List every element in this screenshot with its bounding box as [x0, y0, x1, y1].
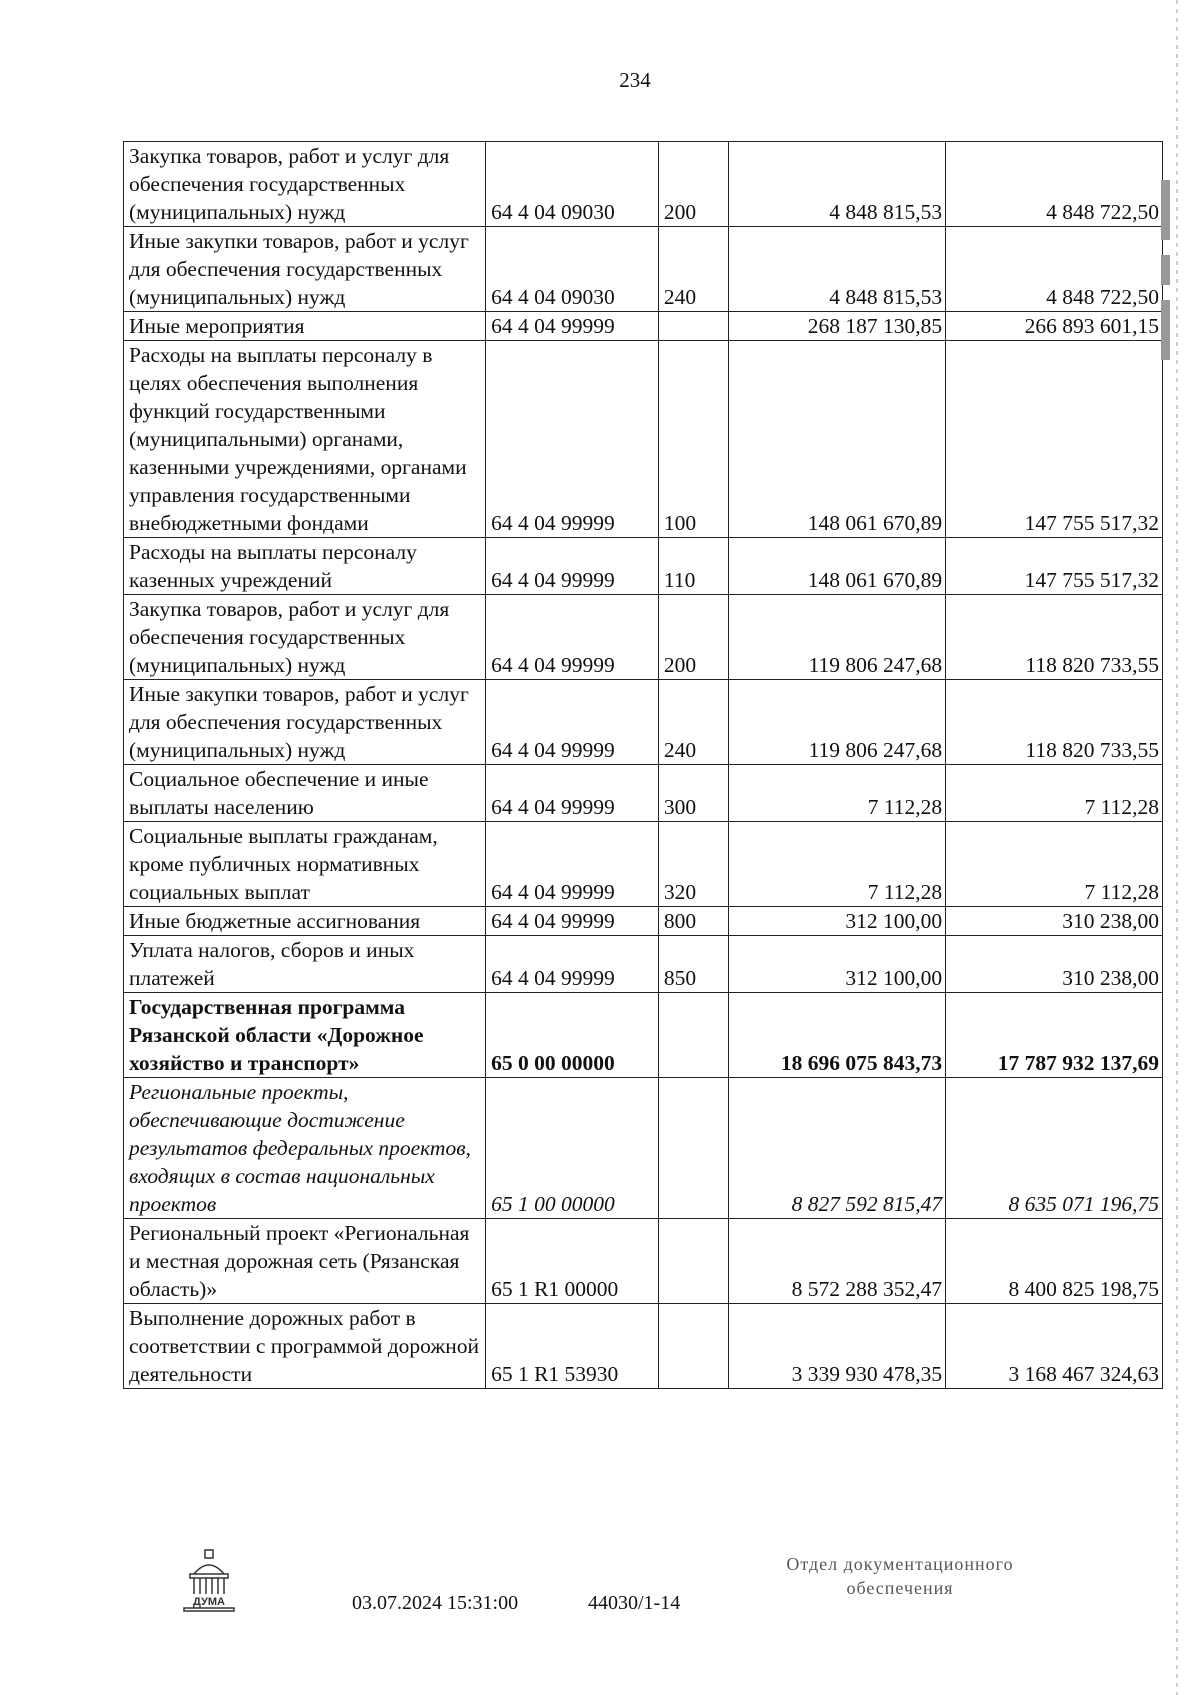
row-name-cell: Закупка товаров, работ и услуг для обеспечения государственных (муниципальных) нужд	[124, 595, 486, 680]
row-amount-1-cell: 8 572 288 352,47	[729, 1219, 946, 1304]
row-expense-type-cell: 200	[658, 142, 728, 227]
table-row	[124, 993, 1163, 1078]
table-row	[124, 936, 1163, 993]
row-amount-2-cell: 118 820 733,55	[946, 680, 1163, 765]
row-amount-2-cell: 7 112,28	[946, 765, 1163, 822]
row-amount-2-cell: 4 848 722,50	[946, 227, 1163, 312]
budget-table-body	[124, 142, 1163, 1389]
row-name-cell: Иные бюджетные ассигнования	[124, 907, 486, 936]
row-code-cell: 64 4 04 99999	[486, 312, 659, 341]
row-amount-2-cell: 7 112,28	[946, 822, 1163, 907]
duma-logo	[176, 1548, 242, 1618]
row-amount-2-cell: 310 238,00	[946, 936, 1163, 993]
row-expense-type-cell	[658, 1078, 728, 1219]
row-expense-type-cell: 110	[658, 538, 728, 595]
table-row	[124, 822, 1163, 907]
table-row	[124, 227, 1163, 312]
row-amount-1-cell: 148 061 670,89	[729, 341, 946, 538]
budget-table	[123, 141, 1163, 1389]
row-expense-type-cell	[658, 1304, 728, 1389]
row-amount-1-cell: 4 848 815,53	[729, 142, 946, 227]
scan-mark	[1161, 180, 1170, 240]
stamp-line-2: обеспечения	[846, 1578, 954, 1598]
table-row	[124, 1078, 1163, 1219]
row-amount-1-cell: 119 806 247,68	[729, 680, 946, 765]
row-expense-type-cell: 240	[658, 227, 728, 312]
row-amount-1-cell: 7 112,28	[729, 765, 946, 822]
row-code-cell: 64 4 04 99999	[486, 538, 659, 595]
row-name-cell: Государственная программа Рязанской области «Дорожное хозяйство и транспорт»	[124, 993, 486, 1078]
row-amount-1-cell: 7 112,28	[729, 822, 946, 907]
table-row	[124, 765, 1163, 822]
table-row	[124, 538, 1163, 595]
row-name-cell: Иные закупки товаров, работ и услуг для обеспечения государственных (муниципальных) нужд	[124, 680, 486, 765]
row-code-cell: 64 4 04 99999	[486, 822, 659, 907]
table-row	[124, 341, 1163, 538]
table-row	[124, 312, 1163, 341]
logo-text: ДУМА	[193, 1596, 225, 1608]
row-amount-2-cell: 147 755 517,32	[946, 341, 1163, 538]
row-name-cell: Закупка товаров, работ и услуг для обеспечения государственных (муниципальных) нужд	[124, 142, 486, 227]
row-expense-type-cell: 320	[658, 822, 728, 907]
scan-mark	[1161, 255, 1170, 285]
row-amount-2-cell: 310 238,00	[946, 907, 1163, 936]
table-row	[124, 1219, 1163, 1304]
row-name-cell: Иные мероприятия	[124, 312, 486, 341]
row-code-cell: 65 1 R1 00000	[486, 1219, 659, 1304]
row-name-cell: Региональный проект «Региональная и местная дорожная сеть (Рязанская область)»	[124, 1219, 486, 1304]
row-amount-1-cell: 18 696 075 843,73	[729, 993, 946, 1078]
row-amount-2-cell: 4 848 722,50	[946, 142, 1163, 227]
row-amount-2-cell: 118 820 733,55	[946, 595, 1163, 680]
row-expense-type-cell: 240	[658, 680, 728, 765]
row-amount-1-cell: 119 806 247,68	[729, 595, 946, 680]
row-amount-2-cell: 17 787 932 137,69	[946, 993, 1163, 1078]
footer-registration-number: 44030/1-14	[588, 1592, 681, 1614]
department-stamp	[740, 1552, 1060, 1600]
scan-edge-artifact	[1176, 0, 1178, 1695]
row-name-cell: Расходы на выплаты персоналу в целях обеспечения выполнения функций государственными (муниципальными) органами, казенными учреждениями, органами управления государственными внебюджетными фондами	[124, 341, 486, 538]
row-amount-1-cell: 8 827 592 815,47	[729, 1078, 946, 1219]
row-expense-type-cell	[658, 312, 728, 341]
row-amount-1-cell: 4 848 815,53	[729, 227, 946, 312]
row-expense-type-cell: 300	[658, 765, 728, 822]
row-code-cell: 64 4 04 99999	[486, 680, 659, 765]
row-code-cell: 64 4 04 99999	[486, 907, 659, 936]
row-amount-1-cell: 268 187 130,85	[729, 312, 946, 341]
row-name-cell: Иные закупки товаров, работ и услуг для обеспечения государственных (муниципальных) нужд	[124, 227, 486, 312]
row-code-cell: 64 4 04 99999	[486, 765, 659, 822]
row-code-cell: 64 4 04 09030	[486, 142, 659, 227]
row-expense-type-cell: 100	[658, 341, 728, 538]
row-amount-1-cell: 312 100,00	[729, 936, 946, 993]
row-code-cell: 64 4 04 99999	[486, 595, 659, 680]
scan-mark	[1161, 300, 1170, 360]
row-name-cell: Социальное обеспечение и иные выплаты населению	[124, 765, 486, 822]
row-code-cell: 64 4 04 99999	[486, 341, 659, 538]
footer-date: 03.07.2024 15:31:00	[352, 1592, 519, 1614]
row-name-cell: Уплата налогов, сборов и иных платежей	[124, 936, 486, 993]
row-amount-2-cell: 3 168 467 324,63	[946, 1304, 1163, 1389]
row-amount-2-cell: 147 755 517,32	[946, 538, 1163, 595]
table-row	[124, 680, 1163, 765]
row-name-cell: Выполнение дорожных работ в соответствии с программой дорожной деятельности	[124, 1304, 486, 1389]
row-expense-type-cell: 200	[658, 595, 728, 680]
table-row	[124, 595, 1163, 680]
row-code-cell: 65 1 R1 53930	[486, 1304, 659, 1389]
row-code-cell: 65 1 00 00000	[486, 1078, 659, 1219]
row-name-cell: Расходы на выплаты персоналу казенных учреждений	[124, 538, 486, 595]
stamp-line-1: Отдел документационного	[786, 1554, 1014, 1574]
table-row	[124, 907, 1163, 936]
row-name-cell: Региональные проекты, обеспечивающие достижение результатов федеральных проектов, входящих в состав национальных проектов	[124, 1078, 486, 1219]
row-code-cell: 64 4 04 09030	[486, 227, 659, 312]
row-amount-2-cell: 266 893 601,15	[946, 312, 1163, 341]
row-code-cell: 64 4 04 99999	[486, 936, 659, 993]
row-amount-2-cell: 8 635 071 196,75	[946, 1078, 1163, 1219]
table-row	[124, 142, 1163, 227]
row-expense-type-cell: 800	[658, 907, 728, 936]
page-number: 234	[619, 68, 651, 92]
row-amount-1-cell: 3 339 930 478,35	[729, 1304, 946, 1389]
row-expense-type-cell	[658, 993, 728, 1078]
table-row	[124, 1304, 1163, 1389]
row-amount-1-cell: 148 061 670,89	[729, 538, 946, 595]
row-expense-type-cell: 850	[658, 936, 728, 993]
row-amount-2-cell: 8 400 825 198,75	[946, 1219, 1163, 1304]
row-name-cell: Социальные выплаты гражданам, кроме публичных нормативных социальных выплат	[124, 822, 486, 907]
row-expense-type-cell	[658, 1219, 728, 1304]
row-code-cell: 65 0 00 00000	[486, 993, 659, 1078]
row-amount-1-cell: 312 100,00	[729, 907, 946, 936]
